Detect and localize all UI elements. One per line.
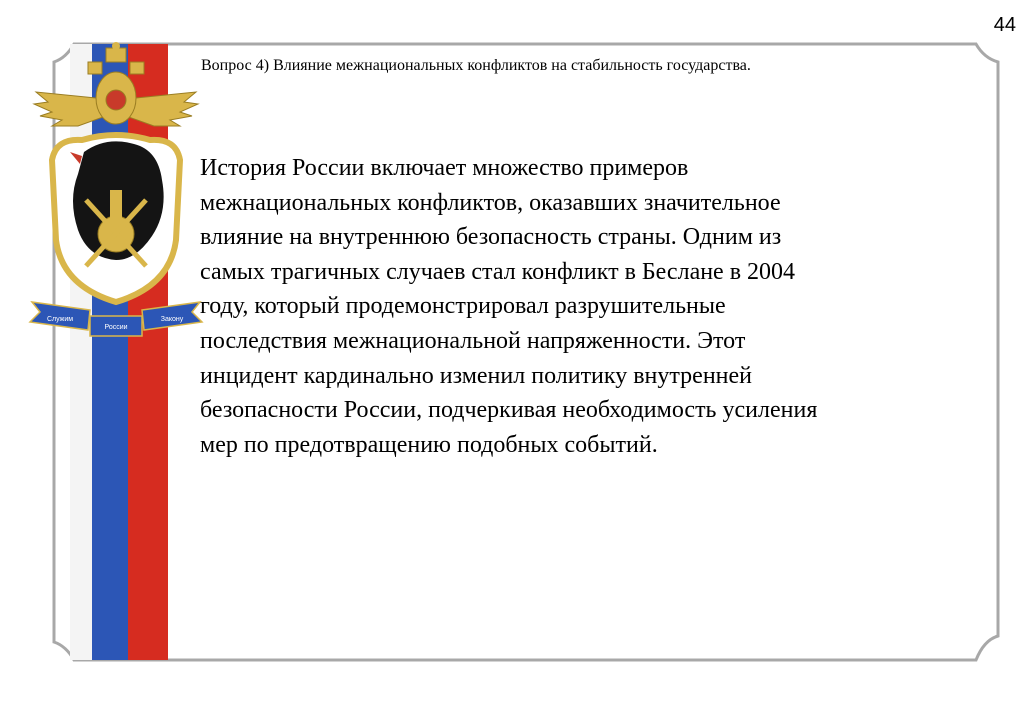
ribbon-right-text: Закону <box>160 316 184 323</box>
body-paragraph <box>200 151 970 462</box>
question-title: Вопрос 4) Влияние межнациональных конфликтов на стабильность государства. <box>201 57 751 74</box>
body-line: последствия межнациональной напряженности. Этот <box>200 327 746 354</box>
ribbon-center-text: России <box>104 324 128 331</box>
body-line: безопасности России, подчеркивая необходимость усиления <box>200 397 818 424</box>
body-line: История России включает множество примеров <box>200 155 689 181</box>
body-line: инцидент кардинально изменил политику внутренней <box>200 362 753 389</box>
page-number: 44 <box>993 14 1016 36</box>
body-line: самых трагичных случаев стал конфликт в Беслане в 2004 <box>200 258 796 285</box>
body-line: межнациональных конфликтов, оказавших значительное <box>200 189 781 216</box>
body-line: влияние на внутреннюю безопасность страны. Одним из <box>200 224 782 251</box>
body-line: мер по предотвращению подобных событий. <box>200 431 658 458</box>
body-line: году, который продемонстрировал разрушительные <box>200 293 726 320</box>
ribbon-left-text: Служим <box>46 316 74 323</box>
internal-troops-emblem-icon <box>26 40 206 340</box>
